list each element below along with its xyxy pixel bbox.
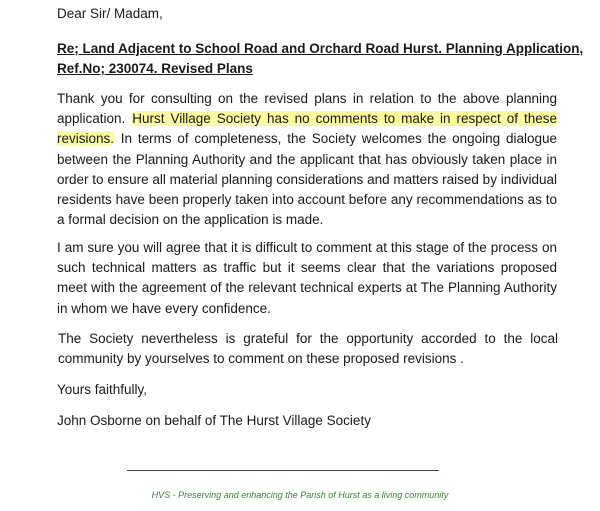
highlighted-statement: Hurst Village Society has no comments to make in respect of these revisions. bbox=[57, 111, 557, 147]
subject-line-2: Ref.No; 230074. Revised Plans bbox=[57, 61, 253, 76]
sign-off: Yours faithfully, bbox=[57, 382, 148, 397]
paragraph-1-rest: In terms of completeness, the Society welcomes the ongoing dialogue between the Planning Authority and the applicant that has obviously taken place in order to ensure all material planning considerations and matters raised by individual residents have been properly taken into account before any recommendations as to a formal decision on the application is made. bbox=[57, 131, 557, 228]
paragraph-1 bbox=[57, 89, 557, 230]
subject-line-1: Re; Land Adjacent to School Road and Orchard Road Hurst. Planning Application, bbox=[57, 41, 584, 56]
paragraph-2: I am sure you will agree that it is difficult to comment at this stage of the process on such technical matters as traffic but it seems clear that the variations proposed meet with the agreement of the relevant technical experts at The Planning Authority in whom we have every confidence. bbox=[57, 240, 557, 316]
signature-line: John Osborne on behalf of The Hurst Village Society bbox=[57, 413, 371, 428]
paragraph-1-intro: Thank you for consulting on the revised plans in relation to the above planning application. bbox=[57, 91, 557, 127]
paragraph-3: The Society nevertheless is grateful for the opportunity accorded to the local community by yourselves to comment on these proposed revisions . bbox=[58, 331, 558, 367]
footer-tagline: HVS - Preserving and enhancing the Parish of Hurst as a living community bbox=[151, 490, 449, 500]
footer-divider bbox=[127, 470, 439, 471]
subject-heading bbox=[57, 39, 584, 79]
salutation: Dear Sir/ Madam, bbox=[57, 6, 163, 21]
